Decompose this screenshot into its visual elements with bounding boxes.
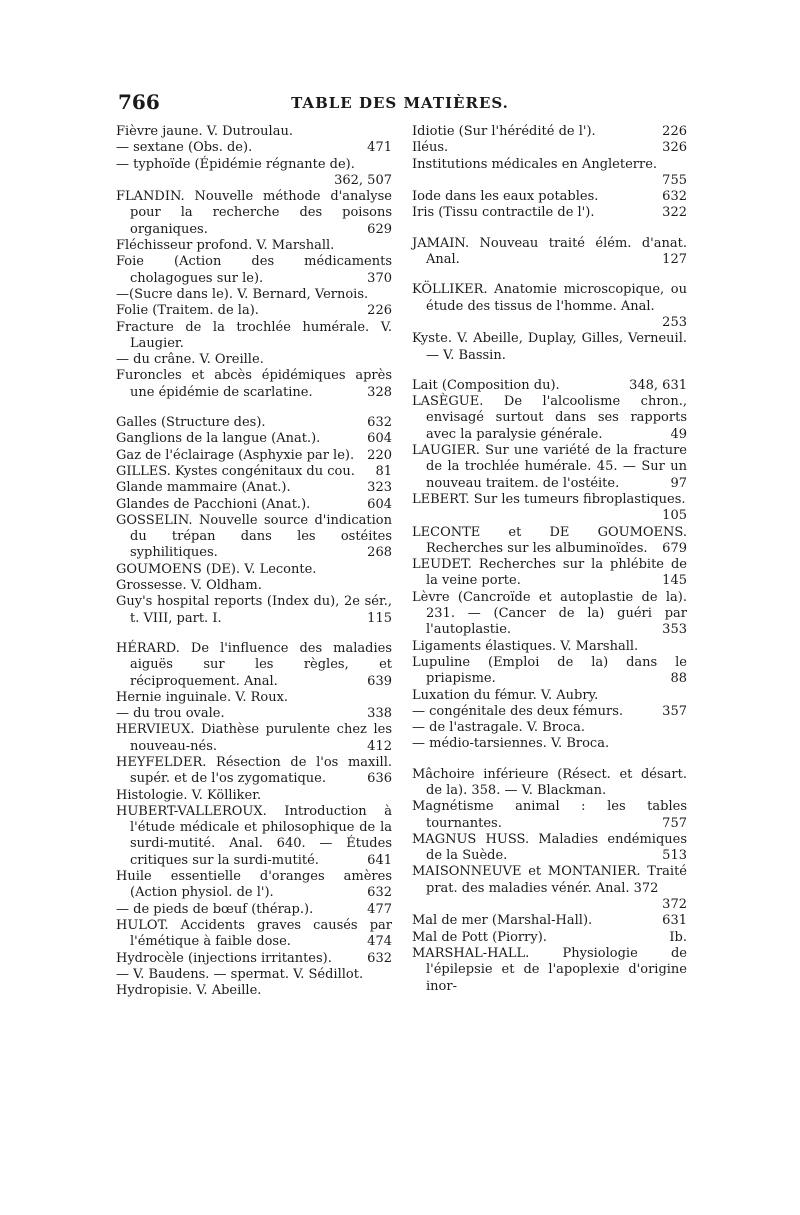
page-header: [0, 90, 800, 120]
index-entry: [412, 443, 687, 492]
page-reference: 81: [375, 463, 392, 479]
entry-text: Iode dans les eaux potables.: [412, 189, 599, 205]
index-entry: [116, 902, 392, 918]
page-reference: 412: [367, 738, 392, 754]
index-entry: [412, 832, 687, 865]
index-entry: [116, 594, 392, 627]
page-reference: 679: [662, 540, 687, 556]
entry-text: Huile essentielle d'oranges amères (Action physiol. de l').: [116, 869, 392, 901]
entry-text: JAMAIN. Nouveau traité élém. d'anat. Anal.: [412, 235, 687, 268]
page-reference: 370: [367, 270, 392, 286]
entry-text: GILLES. Kystes congénitaux du cou.: [116, 463, 355, 479]
entry-text: HUBERT-VALLEROUX. Introduction à l'étude médicale et philosophique de la surdi-mutité. Anal. 640. — Études critiques sur la surdi-mutité.: [116, 803, 392, 868]
entry-text: — typhoïde (Épidémie régnante de).: [116, 156, 355, 172]
index-entry: [116, 238, 392, 254]
index-entry: [116, 480, 392, 496]
entry-text: Fracture de la trochlée humérale. V. Laugier.: [116, 319, 392, 351]
entry-text: Iléus.: [412, 140, 449, 156]
index-entry: [116, 303, 392, 319]
page-reference: 127: [662, 252, 687, 268]
entry-text: Fièvre jaune. V. Dutroulau.: [116, 124, 293, 139]
index-entry: [412, 799, 687, 832]
entry-text: LASÈGUE. De l'alcoolisme chron., envisagé surtout dans ses rapports avec la paralysie générale.: [412, 394, 687, 442]
entry-text: MAISONNEUVE et MONTANIER. Traité prat. des maladies vénér. Anal. 372: [412, 864, 687, 896]
index-entry: [116, 415, 392, 431]
page-reference: 629: [367, 221, 392, 237]
entry-text: Foie (Action des médicaments cholagogues sur le).: [116, 254, 392, 286]
entry-text: Hernie inguinale. V. Roux.: [116, 689, 289, 705]
index-entry: [116, 722, 392, 755]
index-entry: [412, 124, 687, 140]
index-entry: [116, 431, 392, 447]
entry-text: KÖLLIKER. Anatomie microscopique, ou étude des tissus de l'homme. Anal.: [412, 282, 687, 314]
index-entry: [412, 864, 687, 913]
entry-text: Idiotie (Sur l'hérédité de l').: [412, 124, 596, 139]
entry-text: Luxation du fémur. V. Aubry.: [412, 687, 599, 703]
entry-text: Magnétisme animal : les tables tournantes.: [412, 799, 687, 831]
page-reference: 49: [670, 426, 687, 442]
page-reference: 253: [662, 314, 687, 330]
index-group: [412, 124, 687, 222]
entry-text: Lait (Composition du).: [412, 377, 560, 393]
entry-text: Ganglions de la langue (Anat.).: [116, 431, 321, 447]
entry-text: GOSSELIN. Nouvelle source d'indication du trépan dans les ostéites syphilitiques.: [116, 512, 392, 561]
index-entry: [116, 690, 392, 706]
page-reference: 145: [662, 573, 687, 589]
index-entry: [412, 236, 687, 269]
page-reference: 88: [670, 671, 687, 687]
entry-text: —(Sucre dans le). V. Bernard, Vernois.: [116, 286, 369, 302]
entry-text: Lèvre (Cancroïde et autoplastie de la). 231. — (Cancer de la) guéri par l'autoplastie.: [412, 589, 687, 638]
entry-text: Lupuline (Emploi de la) dans le priapisme.: [412, 654, 687, 687]
page-reference: 632: [367, 950, 392, 966]
entry-text: — congénitale des deux fémurs.: [412, 703, 624, 719]
index-group: [116, 641, 392, 1000]
page-reference: 641: [367, 852, 392, 868]
page-reference: 632: [662, 189, 687, 205]
index-entry: [412, 688, 687, 704]
entry-text: Furoncles et abcès épidémiques après une épidémie de scarlatine.: [116, 368, 392, 400]
index-entry: [412, 331, 687, 364]
page-reference: 268: [367, 545, 392, 561]
entry-text: — sextane (Obs. de).: [116, 140, 253, 156]
entry-text: LECONTE et DE GOUMOENS. Recherches sur les albuminoïdes.: [412, 524, 687, 556]
entry-text: Histologie. V. Kölliker.: [116, 787, 262, 803]
index-entry: [412, 157, 687, 190]
entry-text: Ligaments élastiques. V. Marshall.: [412, 638, 639, 654]
index-entry: [116, 869, 392, 902]
entry-text: LEBERT. Sur les tumeurs fibroplastiques.: [412, 491, 686, 507]
index-entry: [116, 464, 392, 480]
index-entry: [116, 140, 392, 156]
index-entry: [116, 254, 392, 287]
index-entry: [116, 448, 392, 464]
entry-text: MARSHAL-HALL. Physiologie de l'épilepsie et de l'apoplexie d'origine inor-: [412, 945, 687, 994]
page-reference: 338: [367, 706, 392, 722]
index-entry: [412, 655, 687, 688]
index-entry: [412, 946, 687, 995]
entry-text: Mal de mer (Marshal-Hall).: [412, 913, 593, 929]
index-group: [116, 124, 392, 401]
index-entry: [116, 497, 392, 513]
left-column: [116, 124, 392, 1013]
index-entry: [412, 590, 687, 639]
page-reference: 226: [367, 303, 392, 319]
index-entry: [116, 124, 392, 140]
entry-text: Galles (Structure des).: [116, 415, 266, 431]
index-group: [412, 378, 687, 753]
page-reference: 474: [367, 934, 392, 950]
index-entry: [116, 368, 392, 401]
entry-text: Hydropisie. V. Abeille.: [116, 983, 262, 999]
page-reference: 115: [367, 610, 392, 626]
page-reference: 353: [662, 622, 687, 638]
index-entry: [116, 562, 392, 578]
page-reference: 362, 507: [334, 172, 392, 188]
page-reference: 348, 631: [629, 377, 687, 393]
page-reference: 357: [662, 703, 687, 719]
page-reference: 513: [662, 848, 687, 864]
entry-text: — du trou ovale.: [116, 706, 225, 722]
index-group: [412, 767, 687, 995]
entry-text: — du crâne. V. Oreille.: [116, 352, 264, 368]
entry-text: Folie (Traitem. de la).: [116, 303, 259, 319]
page-reference: 604: [367, 496, 392, 512]
page-reference: 632: [367, 415, 392, 431]
entry-text: LAUGIER. Sur une variété de la fracture de la trochlée humérale. 45. — Sur un nouveau traitem. de l'ostéite.: [412, 443, 687, 491]
index-entry: [412, 189, 687, 205]
entry-text: Glandes de Pacchioni (Anat.).: [116, 496, 311, 512]
page-reference: 604: [367, 431, 392, 447]
entry-text: Iris (Tissu contractile de l').: [412, 205, 595, 221]
entry-text: FLANDIN. Nouvelle méthode d'analyse pour la recherche des poisons organiques.: [116, 189, 392, 237]
index-entry: [412, 767, 687, 800]
index-entry: [412, 557, 687, 590]
page-reference: 328: [367, 384, 392, 400]
page-reference: 636: [367, 771, 392, 787]
index-group: [116, 415, 392, 627]
page-reference: 471: [367, 140, 392, 156]
index-entry: [412, 205, 687, 221]
entry-text: Fléchisseur profond. V. Marshall.: [116, 238, 335, 254]
entry-text: — de pieds de bœuf (thérap.).: [116, 901, 314, 917]
page-reference: 105: [662, 508, 687, 524]
entry-text: Glande mammaire (Anat.).: [116, 480, 291, 496]
index-entry: [116, 287, 392, 303]
index-entry: [412, 913, 687, 929]
entry-text: MAGNUS HUSS. Maladies endémiques de la Suède.: [412, 831, 687, 864]
entry-text: LEUDET. Recherches sur la phlébite de la veine porte.: [412, 557, 687, 589]
entry-text: Mâchoire inférieure (Résect. et désart. de la). 358. — V. Blackman.: [412, 766, 687, 798]
page-reference: 220: [367, 447, 392, 463]
page-reference: 757: [662, 815, 687, 831]
right-column: [412, 124, 687, 1009]
entry-text: Gaz de l'éclairage (Asphyxie par le).: [116, 447, 355, 463]
index-entry: [116, 967, 392, 983]
entry-text: Guy's hospital reports (Index du), 2e sér., t. VIII, part. I.: [116, 594, 392, 626]
index-entry: [412, 720, 687, 736]
index-group: [412, 236, 687, 269]
index-entry: [412, 282, 687, 331]
index-entry: [116, 513, 392, 562]
entry-text: — médio-tarsiennes. V. Broca.: [412, 736, 610, 752]
index-entry: [412, 930, 687, 946]
index-entry: [412, 492, 687, 525]
entry-text: HÉRARD. De l'influence des maladies aiguës sur les règles, et réciproquement. Anal.: [116, 640, 392, 689]
entry-text: Institutions médicales en Angleterre.: [412, 156, 658, 172]
page-reference: Ib.: [669, 929, 687, 945]
index-entry: [116, 951, 392, 967]
page-reference: 631: [662, 913, 687, 929]
index-entry: [116, 189, 392, 238]
index-entry: [116, 918, 392, 951]
page-reference: 322: [662, 205, 687, 221]
page-reference: 326: [662, 140, 687, 156]
index-entry: [412, 525, 687, 558]
index-entry: [116, 983, 392, 999]
index-entry: [412, 394, 687, 443]
entry-text: HULOT. Accidents graves causés par l'émétique à faible dose.: [116, 917, 392, 950]
running-title: TABLE DES MATIÈRES.: [291, 94, 509, 112]
index-entry: [116, 706, 392, 722]
index-entry: [116, 352, 392, 368]
page-reference: 639: [367, 673, 392, 689]
index-entry: [116, 157, 392, 190]
page-reference: 226: [662, 124, 687, 139]
entry-text: Grossesse. V. Oldham.: [116, 578, 262, 594]
entry-text: — V. Baudens. — spermat. V. Sédillot.: [116, 966, 364, 982]
page-reference: 477: [367, 901, 392, 917]
index-group: [412, 282, 687, 363]
index-entry: [412, 140, 687, 156]
index-entry: [412, 736, 687, 752]
entry-text: HEYFELDER. Résection de l'os maxill. supér. et de l'os zygomatique.: [116, 754, 392, 787]
index-entry: [116, 755, 392, 788]
page-reference: 755: [662, 172, 687, 188]
entry-text: Mal de Pott (Piorry).: [412, 929, 547, 945]
index-entry: [116, 804, 392, 869]
page-reference: 372: [662, 897, 687, 913]
index-entry: [412, 378, 687, 394]
entry-text: — de l'astragale. V. Broca.: [412, 720, 585, 736]
page-reference: 323: [367, 480, 392, 496]
index-entry: [116, 578, 392, 594]
page-number: 766: [118, 90, 160, 114]
page-reference: 632: [367, 885, 392, 901]
entry-text: HERVIEUX. Diathèse purulente chez les nouveau-nés.: [116, 722, 392, 754]
entry-text: GOUMOENS (DE). V. Leconte.: [116, 561, 317, 577]
index-entry: [412, 639, 687, 655]
index-entry: [412, 704, 687, 720]
index-entry: [116, 320, 392, 353]
page-reference: 97: [670, 475, 687, 491]
entry-text: Kyste. V. Abeille, Duplay, Gilles, Verneuil. — V. Bassin.: [412, 331, 687, 363]
index-entry: [116, 788, 392, 804]
entry-text: Hydrocèle (injections irritantes).: [116, 950, 332, 966]
index-entry: [116, 641, 392, 690]
